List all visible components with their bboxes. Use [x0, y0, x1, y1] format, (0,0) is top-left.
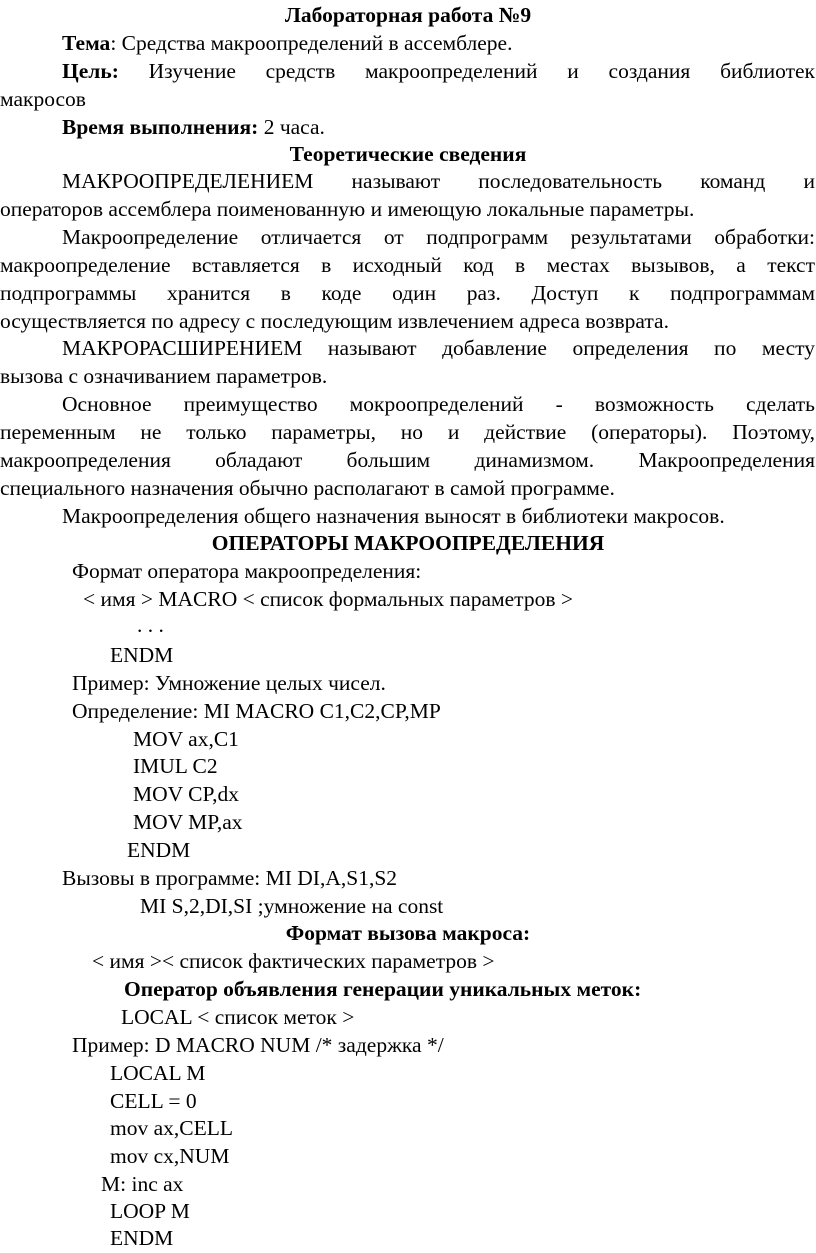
goal-text: Изучение средств макроопределений и создания библиотек — [148, 59, 816, 83]
code-line: LOCAL M — [110, 1061, 206, 1085]
code-line: MOV ax,C1 — [133, 727, 239, 751]
call-format-syntax: < имя >< список фактических параметров > — [92, 949, 495, 973]
paragraph-2-line: макроопределение вставляется в исходный код в местах вызывов, а текст — [0, 253, 815, 277]
paragraph-2-line: Макроопределение отличается от подпрограмм результатами обработки: — [62, 225, 815, 249]
paragraph-2-line: подпрограммы хранится в коде один раз. Доступ к подпрограммам — [0, 281, 815, 305]
paragraph-4-line: переменным не только параметры, но и действие (операторы). Поэтому, — [0, 420, 815, 444]
code-line: MOV CP,dx — [133, 782, 239, 806]
local-heading: Оператор объявления генерации уникальных меток: — [124, 977, 642, 1001]
code-line: mov cx,NUM — [110, 1144, 230, 1168]
calls-line-2: MI S,2,DI,SI ;умножение на const — [140, 894, 444, 918]
time-label: Время выполнения: — [62, 115, 259, 139]
format-endm: ENDM — [110, 643, 174, 667]
topic-text: : Средства макроопределений в ассемблере. — [110, 31, 513, 55]
format-intro: Формат оператора макроопределения: — [72, 559, 422, 583]
paragraph-5: Макроопределения общего назначения выносят в библиотеки макросов. — [62, 504, 725, 528]
goal-label: Цель: — [62, 59, 119, 83]
local-syntax: LOCAL < список меток > — [121, 1005, 355, 1029]
example-1-intro: Пример: Умножение целых чисел. — [72, 671, 386, 695]
paragraph-2-line: осуществляется по адресу с последующим извлечением адреса возврата. — [0, 309, 669, 333]
goal-line-2: макросов — [0, 87, 86, 111]
code-line: IMUL C2 — [133, 754, 218, 778]
code-endm: ENDM — [110, 1226, 174, 1250]
calls-line-1: Вызовы в программе: MI DI,A,S1,S2 — [62, 866, 398, 890]
paragraph-3-line: МАКРОРАСШИРЕНИЕМ называют добавление определения по месту — [62, 336, 815, 360]
topic-label: Тема — [62, 31, 111, 55]
code-line: mov ax,CELL — [110, 1116, 234, 1140]
time-line — [62, 114, 325, 142]
code-loop: LOOP M — [110, 1199, 190, 1223]
paragraph-4-line: макроопределения обладают большим динамизмом. Макроопределения — [0, 448, 815, 472]
code-line: CELL = 0 — [110, 1089, 197, 1113]
example-2-intro: Пример: D MACRO NUM /* задержка */ — [72, 1033, 444, 1057]
paragraph-3-line: вызова с означиванием параметров. — [0, 364, 328, 388]
format-syntax: < имя > MACRO < список формальных параметров > — [83, 587, 573, 611]
example-1-definition: Определение: MI MACRO C1,C2,CP,MP — [72, 699, 441, 723]
call-format-heading: Формат вызова макроса: — [285, 921, 531, 945]
time-text: 2 часа. — [258, 115, 325, 139]
format-ellipsis: . . . — [137, 613, 164, 637]
paragraph-1-line: операторов ассемблера поименованную и имеющую локальные параметры. — [0, 197, 695, 221]
paragraph-4-line: специального назначения обычно располагают в самой программе. — [0, 476, 615, 500]
paragraph-1-line: МАКРООПРЕДЕЛЕНИЕМ называют последовательность команд и — [62, 169, 815, 193]
topic-line — [62, 30, 512, 58]
operators-heading: ОПЕРАТОРЫ МАКРООПРЕДЕЛЕНИЯ — [211, 531, 605, 555]
code-endm: ENDM — [127, 838, 191, 862]
theory-heading: Теоретические сведения — [289, 142, 527, 166]
paragraph-4-line: Основное преимущество мокроопределений - возможность сделать — [62, 392, 815, 416]
code-label-line: M: inc ax — [101, 1172, 184, 1196]
code-line: MOV MP,ax — [133, 810, 243, 834]
document-title: Лабораторная работа №9 — [284, 3, 532, 27]
goal-line-1 — [62, 58, 815, 86]
